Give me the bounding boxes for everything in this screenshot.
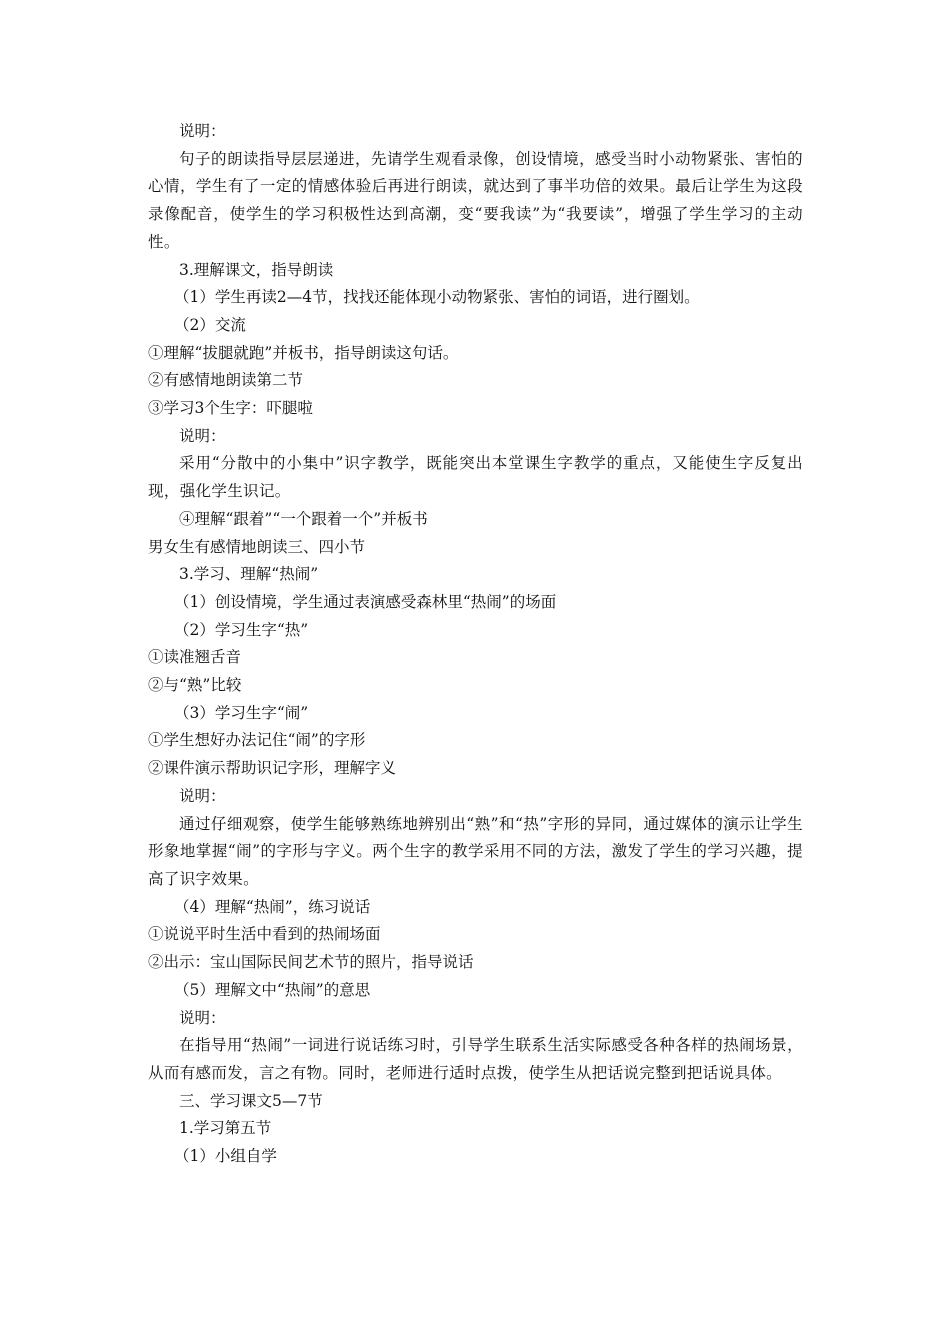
text-line: （2）学习生字“热” bbox=[174, 620, 309, 639]
text-line: ④理解“跟着”“一个跟着一个”并板书 bbox=[179, 509, 428, 528]
paragraph: 通过仔细观察，使学生能够熟练地辨别出“熟”和“热”字形的异同，通过媒体的演示让学生形象地掌握“闹”的字形与字义。两个生字的教学采用不同的方法，激发了学生的学习兴趣，提高了识字效果。 bbox=[148, 814, 803, 888]
paragraph: 采用“分散中的小集中”识字教学，既能突出本堂课生字教学的重点，又能使生字反复出现，强化学生识记。 bbox=[148, 454, 803, 501]
text-line: 说明： bbox=[179, 426, 226, 445]
text-line: ②出示：宝山国际民间艺术节的照片，指导说话 bbox=[148, 953, 474, 972]
text-line: ①说说平时生活中看到的热闹场面 bbox=[148, 925, 381, 944]
text-line: 三、学习课文5—7节 bbox=[179, 1091, 323, 1110]
text-line: （5）理解文中“热闹”的意思 bbox=[174, 980, 371, 999]
text-line: ②有感情地朗读第二节 bbox=[148, 371, 304, 390]
text-line: （1）学生再读2—4节，找找还能体现小动物紧张、害怕的词语，进行圈划。 bbox=[174, 288, 700, 307]
text-line: 男女生有感情地朗读三、四小节 bbox=[148, 537, 366, 556]
text-line: 1.学习第五节 bbox=[179, 1119, 272, 1138]
text-line: ②课件演示帮助识记字形，理解字义 bbox=[148, 759, 397, 778]
text-line: 说明： bbox=[179, 122, 226, 140]
text-line: （1）小组自学 bbox=[174, 1147, 277, 1166]
text-line: （4）理解“热闹”，练习说话 bbox=[174, 897, 371, 916]
text-line: ③学习3个生字：吓腿啦 bbox=[148, 399, 313, 418]
text-line: 说明： bbox=[179, 786, 226, 805]
text-line: ①学生想好办法记住“闹”的字形 bbox=[148, 731, 366, 750]
text-line: 说明： bbox=[179, 1008, 226, 1027]
text-line: （3）学习生字“闹” bbox=[174, 703, 309, 722]
text-line: ①理解“拔腿就跑”并板书，指导朗读这句话。 bbox=[148, 343, 459, 362]
text-line: ②与“熟”比较 bbox=[148, 676, 242, 695]
text-line: （2）交流 bbox=[174, 315, 246, 334]
document-body bbox=[148, 118, 803, 1171]
text-line: ①读准翘舌音 bbox=[148, 648, 242, 667]
text-line: 3.学习、理解“热闹” bbox=[179, 565, 319, 584]
text-line: 3.理解课文，指导朗读 bbox=[179, 260, 334, 279]
text-line: （1）创设情境，学生通过表演感受森林里“热闹”的场面 bbox=[174, 592, 557, 611]
paragraph: 句子的朗读指导层层递进，先请学生观看录像，创设情境，感受当时小动物紧张、害怕的心情，学生有了一定的情感体验后再进行朗读，就达到了事半功倍的效果。最后让学生为这段录像配音，使学生的学习积极性达到高潮，变“要我读”为“我要读”，增强了学生学习的主动性。 bbox=[148, 149, 803, 251]
paragraph: 在指导用“热闹”一词进行说话练习时，引导学生联系生活实际感受各种各样的热闹场景，从而有感而发，言之有物。同时，老师进行适时点拨，使学生从把话说完整到把话说具体。 bbox=[148, 1036, 803, 1082]
